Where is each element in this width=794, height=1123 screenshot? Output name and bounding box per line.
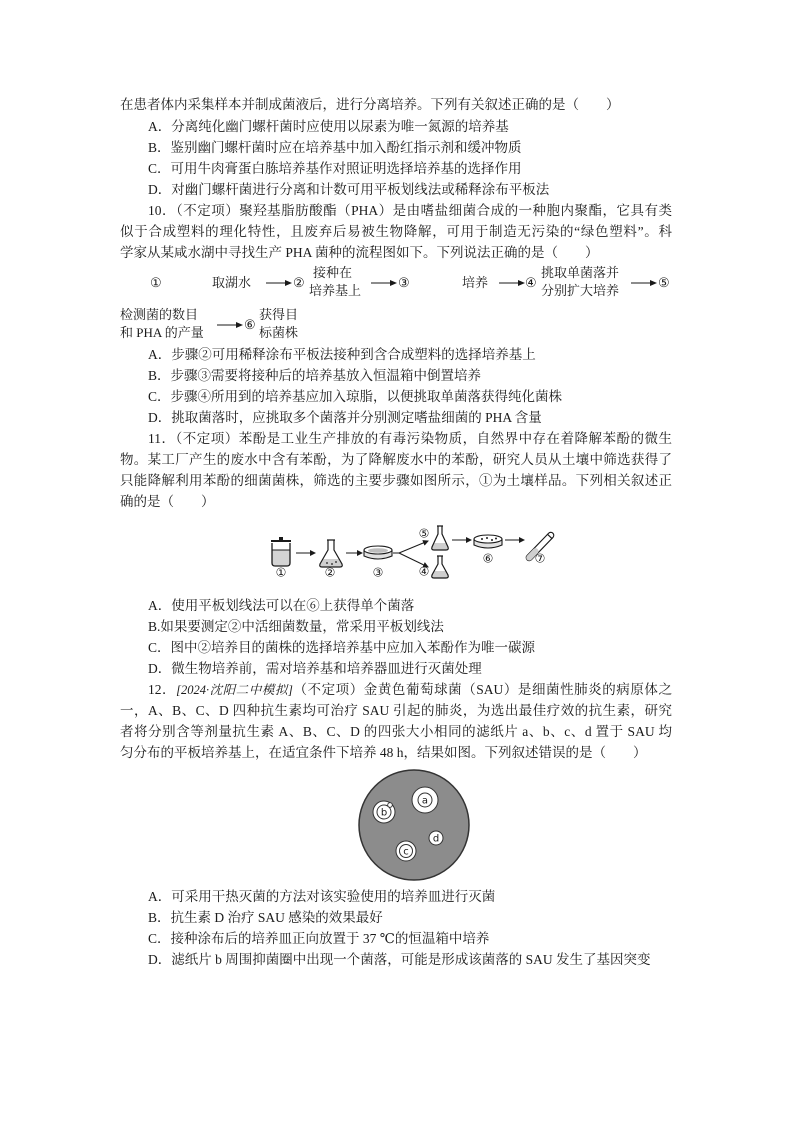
filter-paper-c: [396, 841, 416, 861]
q11-stem-line: 11．（不定项）苯酚是工业生产排放的有毒污染物质，自然界中存在着降解苯酚的微生: [148, 431, 672, 446]
question-source: [2024·沈阳二中模拟]: [176, 683, 293, 697]
flow-step-number: ④: [525, 275, 537, 290]
petri-dish-icon: [364, 546, 392, 559]
q11-stem-line: 只能降解利用苯酚的细菌菌株，筛选的主要步骤如图所示，①为土壤样品。下列相关叙述正: [120, 473, 672, 488]
q11-option-a: A．使用平板划线法可以在⑥上获得单个菌落: [148, 598, 415, 613]
figure-label: ⑦: [534, 551, 546, 566]
figure-label: ①: [275, 565, 287, 580]
q9-option-a: A．分离纯化幽门螺杆菌时应使用以尿素为唯一氮源的培养基: [148, 119, 509, 134]
flow-step-text: 取湖水: [212, 275, 252, 290]
flow-step-number: ①: [150, 275, 162, 290]
figure-label: ③: [372, 565, 384, 580]
filter-paper-a: [412, 787, 438, 813]
filter-paper-b: [373, 801, 395, 823]
q9-stem-tail: 在患者体内采集样本并制成菌液后，进行分离培养。下列有关叙述正确的是（ ）: [120, 97, 620, 112]
figure-label: c: [403, 846, 409, 858]
q10-stem-line: 似于合成塑料的理化特性，且废弃后易被生物降解，可用于制造无污染的“绿色塑料”。科: [120, 224, 672, 239]
figure-label: ⑥: [482, 551, 494, 566]
flow-step-text: 检测菌的数目: [120, 307, 199, 322]
flow-step-text: 获得目: [259, 307, 299, 322]
q11-screening-figure: [262, 520, 562, 584]
flow-step-text: 挑取单菌落并: [541, 265, 620, 280]
culture-plate: [359, 770, 469, 880]
culture-flask-icon: [320, 540, 343, 567]
q9-option-c: C．可用牛肉膏蛋白胨培养基作对照证明选择培养基的选择作用: [148, 161, 522, 176]
flow-step-text: 和 PHA 的产量: [120, 325, 204, 340]
figure-label: ④: [418, 564, 430, 579]
flow-step-text: 培养基上: [309, 283, 362, 298]
q10-stem-line: 学家从某咸水湖中寻找生产 PHA 菌种的流程图如下。下列说法正确的是（ ）: [120, 245, 599, 260]
culture-flask-icon: [432, 556, 449, 578]
flow-step-number: ⑤: [658, 275, 670, 290]
q10-option-b: B．步骤③需要将接种后的培养基放入恒温箱中倒置培养: [148, 368, 482, 383]
flow-arrow-icon: [266, 278, 292, 288]
q12-stem-text: （不定项）金黄色葡萄球菌（SAU）是细菌性肺炎的病原体之: [292, 682, 672, 697]
flow-arrow-icon: [499, 278, 525, 288]
q10-option-d: D．挑取菌落时，应挑取多个菌落并分别测定嗜盐细菌的 PHA 含量: [148, 410, 542, 425]
figure-label: ⑤: [418, 526, 430, 541]
flow-step-number: ⑥: [244, 317, 256, 332]
q11-stem-line: 确的是（ ）: [120, 494, 215, 509]
q9-option-d: D．对幽门螺杆菌进行分离和计数可用平板划线法或稀释涂布平板法: [148, 182, 550, 197]
flow-step-text: 标菌株: [259, 325, 299, 340]
figure-label: a: [421, 795, 429, 807]
flow-arrow-icon: [217, 320, 243, 330]
flow-step-number: ③: [398, 275, 410, 290]
q12-stem-line: 匀分布的平板培养基上，在适宜条件下培养 48 h，结果如图。下列叙述错误的是（ ）: [120, 745, 647, 760]
filter-paper-d: [429, 831, 443, 845]
q12-option-d: D．滤纸片 b 周围抑菌圈中出现一个菌落，可能是形成该菌落的 SAU 发生了基因突变: [148, 952, 651, 967]
q9-option-b: B．鉴别幽门螺杆菌时应在培养基中加入酚红指示剂和缓冲物质: [148, 140, 522, 155]
q10-stem-line: 10．（不定项）聚羟基脂肪酸酯（PHA）是由嗜盐细菌合成的一种胞内聚酯，它具有类: [148, 203, 672, 218]
q10-option-a: A．步骤②可用稀释涂布平板法接种到含合成塑料的选择培养基上: [148, 347, 536, 362]
q10-option-c: C．步骤④所用到的培养基应加入琼脂，以便挑取单菌落获得纯化菌株: [148, 389, 563, 404]
q11-option-b: B.如果要测定②中活细菌数量，常采用平板划线法: [148, 619, 444, 634]
q12-inhibition-zone-plate-figure: [356, 766, 472, 884]
flow-step-text: 培养: [462, 275, 489, 290]
petri-dish-icon: [474, 535, 502, 548]
flow-step-text: 分别扩大培养: [541, 283, 620, 298]
flow-arrow-icon: [371, 278, 397, 288]
figure-label: b: [380, 807, 388, 819]
q12-stem-line: 一，A、B、C、D 四种抗生素均可治疗 SAU 引起的肺炎，为选出最佳疗效的抗生素，研究: [120, 703, 672, 718]
colony-dot: [388, 803, 393, 808]
q11-option-c: C．图中②培养目的菌株的选择培养基中应加入苯酚作为唯一碳源: [148, 640, 536, 655]
flow-step-text: 接种在: [313, 265, 353, 280]
culture-flask-icon: [432, 526, 449, 550]
q12-stem-line: [148, 680, 672, 700]
question-number: 12．: [148, 682, 177, 697]
figure-label: ②: [324, 565, 336, 580]
flow-arrow-icon: [631, 278, 657, 288]
q11-option-d: D．微生物培养前，需对培养基和培养器皿进行灭菌处理: [148, 661, 482, 676]
q12-stem-line: 者将分别含等剂量抗生素 A、B、C、D 的四张大小相同的滤纸片 a、b、c、d 置于 SAU 均: [120, 724, 672, 739]
flow-step-number: ②: [293, 275, 305, 290]
q12-option-b: B．抗生素 D 治疗 SAU 感染的效果最好: [148, 910, 383, 925]
q11-stem-line: 物。某工厂产生的废水中含有苯酚，为了降解废水中的苯酚，研究人员从土壤中筛选获得了: [120, 452, 672, 467]
q12-option-a: A．可采用干热灭菌的方法对该实验使用的培养皿进行灭菌: [148, 889, 496, 904]
soil-sample-beaker-icon: [271, 537, 291, 566]
q12-option-c: C．接种涂布后的培养皿正向放置于 37 ℃的恒温箱中培养: [148, 931, 490, 946]
figure-label: d: [432, 833, 440, 845]
arrow-icon: [399, 541, 428, 553]
